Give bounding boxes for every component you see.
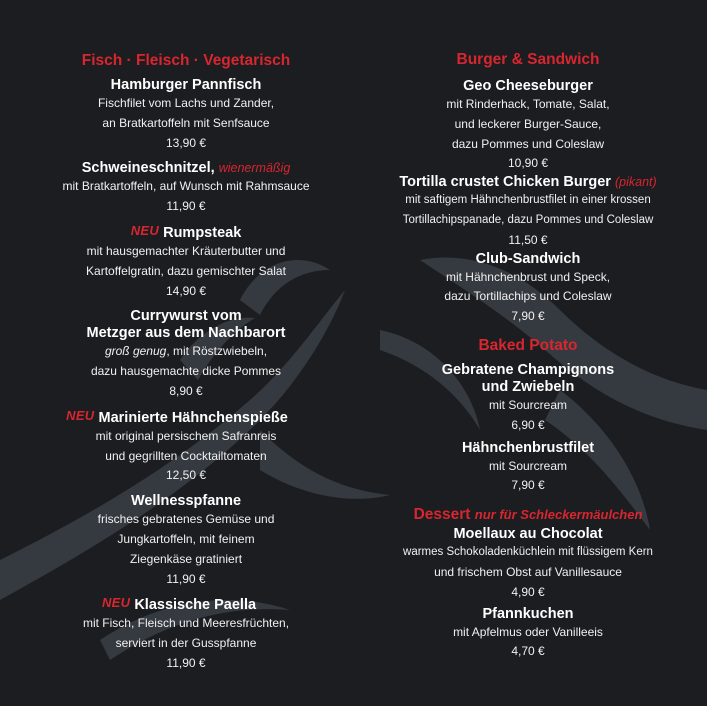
menu-item	[36, 160, 336, 217]
section-title: Fisch · Fleisch · Vegetarisch	[81, 52, 291, 69]
item-description: und leckerer Burger-Sauce,	[454, 116, 602, 131]
item-name: Gebratene Champignons	[441, 361, 615, 378]
item-description: und frischem Obst auf Vanillesauce	[434, 564, 622, 579]
item-price: 7,90 €	[511, 309, 545, 324]
item-price: 10,90 €	[507, 156, 549, 171]
menu-item	[378, 606, 678, 663]
item-description: mit Apfelmus oder Vanilleeis	[453, 624, 603, 639]
menu-item	[378, 362, 678, 436]
item-tag: wienermäßig	[218, 161, 291, 176]
item-description: mit Hähnchenbrust und Speck,	[445, 269, 611, 284]
item-name: Currywurst vom	[130, 308, 242, 325]
item-price: 4,70 €	[511, 644, 545, 659]
item-description: Ziegenkäse gratiniert	[129, 551, 243, 566]
item-price: 13,90 €	[165, 135, 207, 150]
item-price: 7,90 €	[511, 478, 545, 493]
item-name: Hähnchenbrustfilet	[461, 439, 595, 456]
item-price: 11,90 €	[166, 571, 206, 586]
item-price: 4,90 €	[511, 584, 545, 599]
new-badge: NEU	[101, 595, 131, 611]
item-description: und gegrillten Cocktailtomaten	[105, 448, 267, 463]
item-description: Jungkartoffeln, mit feinem	[117, 531, 255, 546]
item-description-italic: groß genug	[104, 344, 167, 359]
item-description: mit Sourcream	[488, 397, 568, 412]
item-name: Marinierte Hähnchenspieße	[98, 409, 288, 426]
menu-item	[36, 77, 336, 153]
item-description: frisches gebratenes Gemüse und	[97, 512, 275, 527]
item-name: Wellnesspfanne	[130, 493, 242, 510]
item-description: an Bratkartoffeln mit Senfsauce	[102, 115, 270, 130]
item-price: 11,50 €	[508, 232, 548, 247]
item-description: mit Fisch, Fleisch und Meeresfrüchten,	[82, 616, 290, 631]
item-name: und Zwiebeln	[481, 378, 575, 395]
menu-column-right	[378, 0, 678, 662]
item-description: Fischfilet vom Lachs und Zander,	[97, 96, 275, 110]
item-name: Tortilla crustet Chicken Burger	[399, 174, 611, 191]
item-description: mit saftigem Hähnchenbrustfilet in einer krossen	[405, 194, 651, 207]
item-description: mit original persischem Safranreis	[95, 428, 277, 443]
section-title: Burger & Sandwich	[456, 51, 600, 68]
item-price: 11,90 €	[166, 199, 206, 214]
item-name: Geo Cheeseburger	[463, 78, 593, 94]
menu-item	[378, 251, 678, 327]
menu-item	[36, 493, 336, 589]
menu-item	[378, 174, 678, 250]
menu-item	[378, 440, 678, 497]
new-badge: NEU	[66, 407, 95, 423]
item-description: mit hausgemachter Kräuterbutter und	[86, 243, 286, 258]
item-description: warmes Schokoladenküchlein mit flüssigem Kern	[403, 546, 653, 559]
menu-item	[36, 409, 336, 486]
menu-item	[36, 596, 336, 673]
item-name: Metzger aus dem Nachbarort	[86, 325, 286, 342]
item-name: Klassische Paella	[134, 597, 257, 614]
item-description: Kartoffelgratin, dazu gemischter Salat	[86, 263, 286, 278]
item-name: Club-Sandwich	[475, 250, 581, 267]
item-description: dazu Pommes und Coleslaw	[451, 136, 605, 151]
item-description: serviert in der Gusspfanne	[115, 636, 257, 651]
item-description: dazu Tortillachips und Coleslaw	[444, 289, 612, 304]
item-description: , mit Röstzwiebeln,	[166, 344, 268, 359]
menu-column-left	[36, 0, 336, 674]
section-title: Baked Potato	[478, 336, 578, 354]
item-description: mit Bratkartoffeln, auf Wunsch mit Rahmsauce	[62, 179, 310, 194]
item-price: 6,90 €	[511, 417, 545, 432]
item-price: 14,90 €	[165, 283, 207, 298]
menu-item	[378, 526, 678, 602]
new-badge: NEU	[130, 222, 160, 238]
item-price: 11,90 €	[166, 655, 206, 670]
item-name: Rumpsteak	[163, 224, 242, 241]
item-name: Moellaux au Chocolat	[453, 526, 603, 543]
item-description: dazu hausgemachte dicke Pommes	[90, 364, 282, 379]
item-price: 8,90 €	[169, 383, 203, 398]
item-name: Schweineschnitzel,	[81, 160, 215, 177]
menu-item	[378, 78, 678, 174]
item-tag: (pikant)	[614, 175, 657, 190]
menu-item	[36, 308, 336, 401]
section-title: Dessert	[413, 506, 471, 524]
item-description: mit Rinderhack, Tomate, Salat,	[446, 97, 610, 111]
item-description: mit Sourcream	[488, 458, 568, 473]
section-note: nur für Schleckermäulchen	[474, 507, 643, 523]
item-name: Pfannkuchen	[482, 605, 574, 622]
item-name: Hamburger Pannfisch	[110, 77, 262, 93]
menu-item	[36, 224, 336, 301]
item-description: Tortillachipspanade, dazu Pommes und Coleslaw	[402, 213, 654, 226]
item-price: 12,50 €	[165, 468, 207, 483]
